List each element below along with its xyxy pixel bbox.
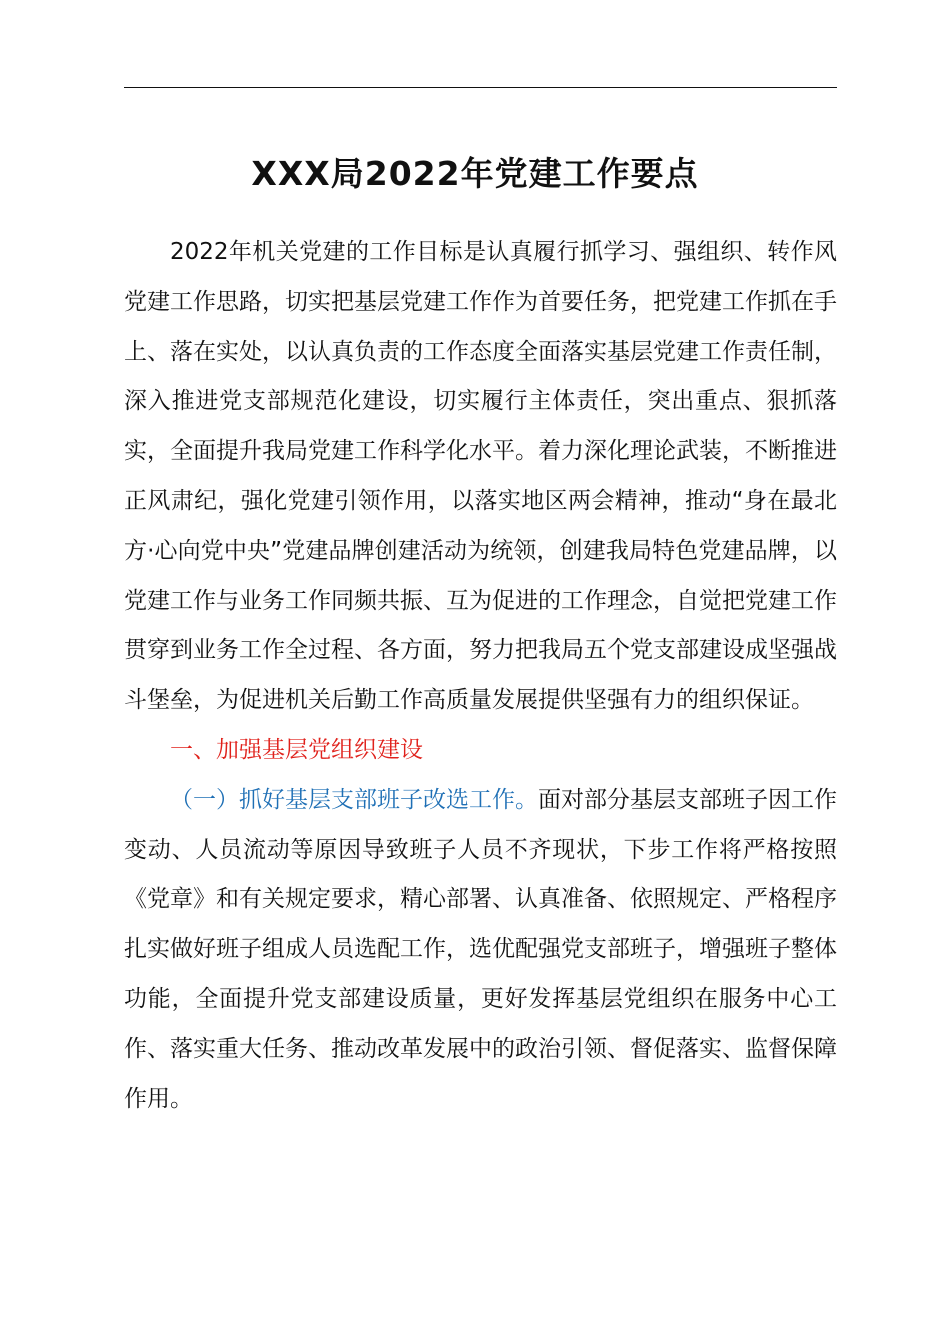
subsection-paragraph (124, 776, 837, 1125)
subsection-heading: （一）抓好基层支部班子改选工作。 (170, 786, 538, 813)
document-body (124, 228, 837, 1124)
subsection-body: 面对部分基层支部班子因工作变动、人员流动等原因导致班子人员不齐现状，下步工作将严格按照《党章》和有关规定要求，精心部署、认真准备、依照规定、严格程序扎实做好班子组成人员选配工作，选优配强党支部班子，增强班子整体功能，全面提升党支部建设质量，更好发挥基层党组织在服务中心工作、落实重大任务、推动改革发展中的政治引领、督促落实、监督保障作用。 (124, 786, 837, 1112)
intro-paragraph: 2022年机关党建的工作目标是认真履行抓学习、强组织、转作风党建工作思路，切实把基层党建工作作为首要任务，把党建工作抓在手上、落在实处，以认真负责的工作态度全面落实基层党建工作责任制，深入推进党支部规范化建设，切实履行主体责任，突出重点、狠抓落实，全面提升我局党建工作科学化水平。着力深化理论武装，不断推进正风肃纪，强化党建引领作用，以落实地区两会精神，推动“身在最北方·心向党中央”党建品牌创建活动为统领，创建我局特色党建品牌，以党建工作与业务工作同频共振、互为促进的工作理念，自觉把党建工作贯穿到业务工作全过程、各方面，努力把我局五个党支部建设成坚强战斗堡垒，为促进机关后勤工作高质量发展提供坚强有力的组织保证。 (124, 239, 837, 714)
document-title: XXX局2022年党建工作要点 (251, 154, 699, 193)
section-heading: 一、加强基层党组织建设 (170, 736, 423, 763)
header-rule (124, 87, 837, 88)
